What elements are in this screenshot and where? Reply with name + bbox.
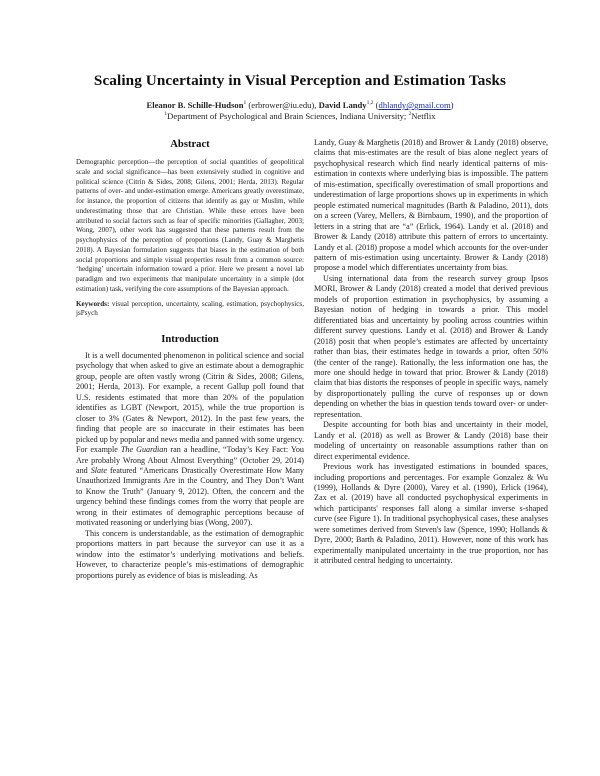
affil-marker-1: 1 <box>164 111 168 118</box>
intro-paragraph-4: Despite accounting for both bias and uncertainty in their model, Landy et al. (2018) as well as Brower & Landy (2018) base their modeling of uncertainty on reasonable assumptions rather than on direct experimental evidence. <box>314 420 548 461</box>
right-column <box>314 138 548 567</box>
paper-title: Scaling Uncertainty in Visual Perception and Estimation Tasks <box>93 72 507 89</box>
intro-p1-text-b: ran a headline, “Today’s Key Fact: You Are probably Wrong About Almost Everything” (October 29, 2014) and <box>76 445 304 475</box>
abstract-heading: Abstract <box>170 139 210 150</box>
affil-marker-2: 2 <box>408 111 412 118</box>
publication-guardian: The Guardian <box>120 445 168 455</box>
keywords-list: visual perception, uncertainty, scaling, estimation, psychophysics, jsPsych <box>76 299 304 318</box>
affiliation-2: Netflix <box>411 111 436 121</box>
intro-paragraph-continued: Landy, Guay & Marghetis (2018) and Brower & Landy (2018) observe, claims that mis-estimates are the result of bias alone neglect years of psychophysical research which find nearly identical patterns of mis-estimation in contexts where underlying bias is impossible. The pattern of mis-estimation, specifically overestimation of small proportions and underestimation of large proportions shows up in experiments in which people estimated numerical magnitudes (Barth & Paladino, 2011), dots on a screen (Varey, Mellers, & Birnbaum, 1990), and the proportion of letters in a string that are “a” (Erlick, 1964). Landy et al. (2018) and Brower & Landy (2018) attribute this pattern of errors to uncertainty. Landy et al. (2018) propose a model which accounts for the over-under pattern of mis-estimation using uncertainty. Brower & Landy (2018) propose a model which differentiates uncertainty from bias. <box>314 138 548 273</box>
intro-paragraph-2: This concern is understandable, as the estimation of demographic proportions matters in part because the surveyor can use it as a window into the estimator’s underlying motivations and beliefs. However, to characterize people’s mis-estimations of demographic proportions purely as evidence of bias is misleading. As <box>76 528 304 580</box>
intro-paragraph-5: Previous work has investigated estimations in bounded spaces, including proportions and percentages. For example Gonzalez & Wu (1999), Hollands & Dyre (2000), Varey et al. (1990), Erlick (1964), Zax et al. (2019) have all conducted psychophysical experiments in which participants' responses fall along a similar inverse s-shaped curve (see Figure 1). In traditional psychophysical cases, these analyses were sometimes derived from Steven's law (Spence, 1990; Hollands & Dyre, 2000; Barth & Paladino, 2011). However, none of this work has experimentally manipulated uncertainty in the true proportion, nor has it attributed central hedging to uncertainty. <box>314 462 548 566</box>
publication-slate: Slate <box>90 465 107 475</box>
affiliation-line <box>0 111 600 122</box>
author-name-2: David Landy <box>318 100 367 110</box>
intro-paragraph-1 <box>76 351 304 529</box>
email-open-paren: ( <box>375 100 379 110</box>
intro-p1-text-a: It is a well documented phenomenon in political science and social psychology that when asked to give an estimate about a demographic group, people are often vastly wrong (Citrin & Sides, 2008; Gilens, 2001; Herda, 2013). For example, a recent Gallup poll found that U.S. residents estimated that more than 20% of the population identifies as LGBT (Newport, 2015), while the true proportion is closer to 3% (Gates & Newport, 2012). In the past few years, the finding that people are so inaccurate in their estimates has been picked up by popular and news media and panned with some urgency. For example <box>76 351 304 455</box>
left-column <box>76 138 304 581</box>
introduction-heading: Introduction <box>161 334 219 345</box>
author-block <box>0 100 600 122</box>
affiliation-1: Department of Psychological and Brain Sciences, Indiana University; <box>167 111 407 121</box>
intro-p1-text-c: featured “Americans Drastically Overestimate How Many Unauthorized Immigrants Are in the Country, and They Don’t Want to Know the Truth” (January 9, 2012). Often, the concern and the urgency behind these findings comes from the worry that people are wrong in their estimates of demographic perceptions because of motivated reasoning or underlying bias (Wong, 2007). <box>76 465 304 528</box>
author-email-1: (erbrower@iu.edu), <box>248 100 317 110</box>
author-line <box>0 100 600 111</box>
keywords-label: Keywords: <box>76 299 110 308</box>
abstract-text: Demographic perception—the perception of social quantities of geopolitical scale and social significance—has been extensively studied in cognitive and political science (Citrin & Sides, 2008; Gilens, 2001; Herda, 2013). Regular patterns of over- and under-estimation emerge. Americans greatly overestimate, for instance, the proportion of citizens that identify as gay or Muslim, while underestimating those that are Christian. While these errors have been attributed to social factors such as fear of specific minorities (Gallagher, 2003; Wong, 2007), other work has suggested that these patterns result from the psychophysics of the perception of proportions (Landy, Guay & Marghetis 2018). A Bayesian formulation suggests that biases in the estimation of both social proportions and simple visual properties result from a common source: ‘hedging’ uncertain information toward a prior. Here we present a novel lab paradigm and two experiments that manipulate uncertainty in a simple (dot estimation) task, verifying the core assumptions of the Bayesian approach. <box>76 158 304 293</box>
intro-paragraph-3: Using international data from the research survey group Ipsos MORI, Brower & Landy (2018) created a model that derived previous models of proportion estimation in psychophysics, by assuming a Bayesian notion of hedging in towards a prior. This model differentiated bias and uncertainty by pooling across countries within different survey questions. Landy et al. (2018) and Brower & Landy (2018) posit that when people’s estimates are affected by uncertainty rather than bias, their estimates hedge in towards a prior, often 50% (the center of the range). Rationally, the less information one has, the more one should hedge in toward that prior. Brower & Landy (2018) claim that bias distorts the responses of people in specific ways, namely by disproportionately pulling the curve of responses up or down depending on whether the bias in question tends toward over- or under-representation. <box>314 273 548 419</box>
keywords <box>76 300 304 320</box>
author-affil-2: 1,2 <box>366 100 374 107</box>
author-affil-1: 1 <box>243 100 247 107</box>
author-email-link-2[interactable]: dhlandy@gmail.com <box>378 100 451 110</box>
author-name-1: Eleanor B. Schille-Hudson <box>146 100 244 110</box>
email-close-paren: ) <box>450 100 454 110</box>
